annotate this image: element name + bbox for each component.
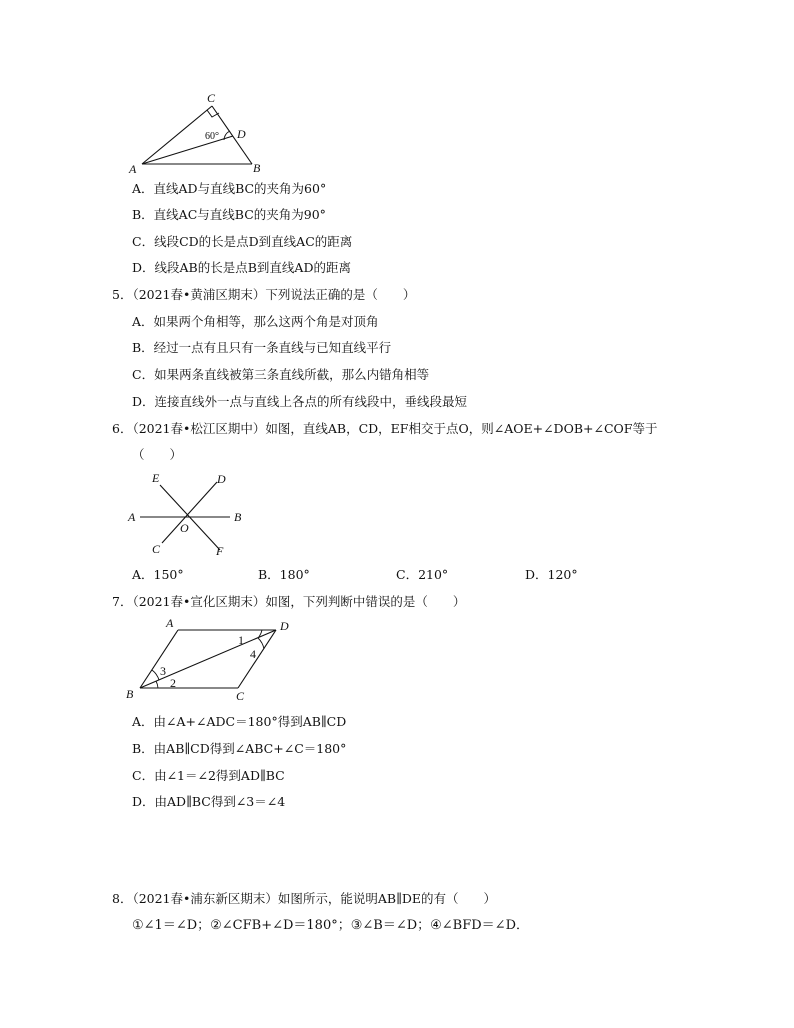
label-a: A: [166, 616, 174, 630]
angle-label-60: 60°: [205, 131, 219, 142]
q8-stem: 8．（2021春•浦东新区期末）如图所示，能说明AB∥DE的有（ ）: [112, 891, 497, 906]
q4-option-d[interactable]: D．线段AB的长是点B到直线AD的距离: [132, 260, 351, 275]
angle-label-1: 1: [238, 633, 244, 647]
q5-option-a[interactable]: A．如果两个角相等，那么这两个角是对顶角: [132, 314, 379, 329]
label-o: O: [180, 521, 189, 535]
angle-label-2: 2: [170, 676, 176, 690]
label-b: B: [126, 687, 134, 701]
q8-conditions: ①∠1＝∠D；②∠CFB+∠D＝180°；③∠B＝∠D；④∠BFD＝∠D．: [132, 918, 529, 933]
label-b: B: [253, 161, 261, 175]
label-c: C: [207, 91, 216, 105]
angle-label-4: 4: [250, 647, 256, 661]
q7-stem: 7．（2021春•宣化区期末）如图，下列判断中错误的是（ ）: [112, 594, 466, 609]
q5-option-b[interactable]: B．经过一点有且只有一条直线与已知直线平行: [132, 340, 392, 355]
angle-label-3: 3: [160, 664, 166, 678]
label-d: D: [217, 472, 226, 486]
triangle-figure-q4: [120, 88, 280, 178]
label-b: B: [234, 510, 242, 524]
q7-option-a[interactable]: A．由∠A+∠ADC＝180°得到AB∥CD: [132, 714, 347, 729]
q6-stem-paren: （ ）: [132, 447, 183, 462]
label-d: D: [237, 127, 246, 141]
label-d: D: [280, 619, 289, 633]
label-f: F: [216, 544, 224, 558]
label-a: A: [128, 510, 136, 524]
label-c: C: [152, 542, 161, 556]
q6-option-b[interactable]: B．180°: [258, 567, 310, 582]
q5-option-c[interactable]: C．如果两条直线被第三条直线所截，那么内错角相等: [132, 367, 430, 382]
q7-option-c[interactable]: C．由∠1＝∠2得到AD∥BC: [132, 768, 285, 783]
q5-option-d[interactable]: D．连接直线外一点与直线上各点的所有线段中，垂线段最短: [132, 394, 468, 409]
q6-option-a[interactable]: A．150°: [132, 567, 184, 582]
label-c: C: [236, 689, 245, 703]
q6-stem: 6．（2021春•松江区期中）如图，直线AB，CD，EF相交于点O，则∠AOE+∠DOB+∠COF等于: [112, 421, 658, 436]
q7-option-d[interactable]: D．由AD∥BC得到∠3＝∠4: [132, 794, 286, 809]
three-lines-figure-q6: [120, 468, 260, 563]
q5-stem: 5．（2021春•黄浦区期末）下列说法正确的是（ ）: [112, 287, 416, 302]
label-e: E: [152, 471, 160, 485]
q6-option-c[interactable]: C．210°: [396, 567, 449, 582]
q4-option-b[interactable]: B．直线AC与直线BC的夹角为90°: [132, 207, 326, 222]
label-a: A: [129, 162, 137, 176]
q4-option-c[interactable]: C．线段CD的长是点D到直线AC的距离: [132, 234, 353, 249]
q7-option-b[interactable]: B．由AB∥CD得到∠ABC+∠C＝180°: [132, 741, 347, 756]
q4-option-a[interactable]: A．直线AD与直线BC的夹角为60°: [132, 181, 327, 196]
q6-option-d[interactable]: D．120°: [525, 567, 578, 582]
parallelogram-figure-q7: [118, 612, 298, 707]
